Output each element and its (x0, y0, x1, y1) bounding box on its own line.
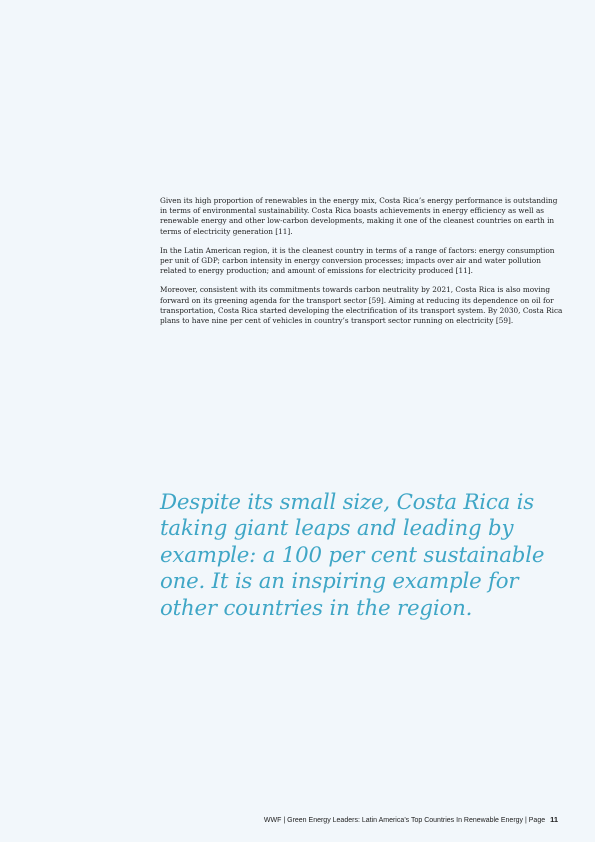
footer-text: WWF | Green Energy Leaders: Latin America’s Top Countries In Renewable Energy | Page (263, 817, 546, 824)
pull-quote: Despite its small size, Costa Rica is taking giant leaps and leading by example: a 100 per cent sustainable one. It is an inspiring example for other countries in the region. (160, 490, 545, 621)
paragraph-3: Moreover, consistent with its commitments towards carbon neutrality by 2021, Costa Rica is also moving forward on its greening agenda for the transport sector [59]. Aiming at reducing its dependence on oil for transportation, Costa Rica started developing the electrification of its transport system. By 2030, Costa Rica plans to have nine per cent of vehicles in country’s transport sector running on electricity [59]. (160, 285, 563, 326)
body-text (160, 196, 564, 335)
page-number: 11 (550, 815, 558, 824)
paragraph-2: In the Latin American region, it is the cleanest country in terms of a range of factors: energy consumption per unit of GDP; carbon intensity in energy conversion processes; impacts over air and water pollution related to energy production; and amount of emissions for electricity produced [11]. (160, 245, 555, 276)
paragraph-1: Given its high proportion of renewables in the energy mix, Costa Rica’s energy performance is outstanding in terms of environmental sustainability. Costa Rica boasts achievements in energy efficiency as well as renewable energy and other low-carbon developments, making it one of the cleanest countries on earth in terms of electricity generation [11]. (160, 196, 558, 236)
page-footer (264, 815, 558, 824)
